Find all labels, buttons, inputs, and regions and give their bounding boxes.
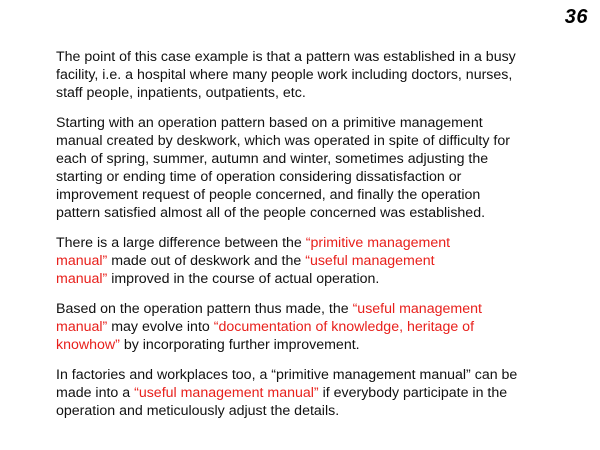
- text-segment: pattern satisfied almost all of the people concerned was established.: [56, 205, 486, 221]
- text-segment: if everybody participate in the: [318, 385, 508, 401]
- text-segment: Based on the operation pattern thus made, the: [56, 301, 353, 317]
- text-segment: made out of deskwork and the: [107, 253, 306, 269]
- slide-body: [56, 48, 556, 420]
- paragraph-4: [56, 300, 556, 354]
- paragraph-5: [56, 366, 556, 420]
- text-segment: staff people, inpatients, outpatients, etc.: [56, 85, 306, 101]
- highlighted-phrase: knowhow”: [56, 337, 120, 353]
- text-segment: The point of this case example is that a pattern was established in a busy: [56, 49, 516, 65]
- text-segment: may evolve into: [107, 319, 214, 335]
- page-number: 36: [564, 6, 588, 28]
- text-segment: operation and meticulously adjust the details.: [56, 403, 340, 419]
- text-segment: improved in the course of actual operation.: [107, 271, 380, 287]
- paragraph-2: [56, 114, 556, 222]
- text-segment: Starting with an operation pattern based on a primitive management: [56, 115, 483, 131]
- highlighted-phrase: “useful management: [305, 253, 435, 269]
- highlighted-phrase: “documentation of knowledge, heritage of: [213, 319, 475, 335]
- text-segment: There is a large difference between the: [56, 235, 306, 251]
- paragraph-3: [56, 234, 556, 288]
- highlighted-phrase: manual”: [56, 271, 108, 287]
- text-segment: each of spring, summer, autumn and winter, sometimes adjusting the: [56, 151, 489, 167]
- highlighted-phrase: manual”: [56, 253, 108, 269]
- highlighted-phrase: “primitive management: [305, 235, 451, 251]
- text-segment: In factories and workplaces too, a “primitive management manual” can be: [56, 367, 518, 383]
- text-segment: manual created by deskwork, which was operated in spite of difficulty for: [56, 133, 510, 149]
- text-segment: facility, i.e. a hospital where many people work including doctors, nurses,: [56, 67, 513, 83]
- text-segment: made into a: [56, 385, 135, 401]
- text-segment: by incorporating further improvement.: [119, 337, 360, 353]
- text-segment: starting or ending time of operation considering dissatisfaction or: [56, 169, 462, 185]
- highlighted-phrase: “useful management: [352, 301, 482, 317]
- paragraph-1: [56, 48, 556, 102]
- text-segment: improvement request of people concerned, and finally the operation: [56, 187, 481, 203]
- highlighted-phrase: “useful management manual”: [134, 385, 319, 401]
- highlighted-phrase: manual”: [56, 319, 108, 335]
